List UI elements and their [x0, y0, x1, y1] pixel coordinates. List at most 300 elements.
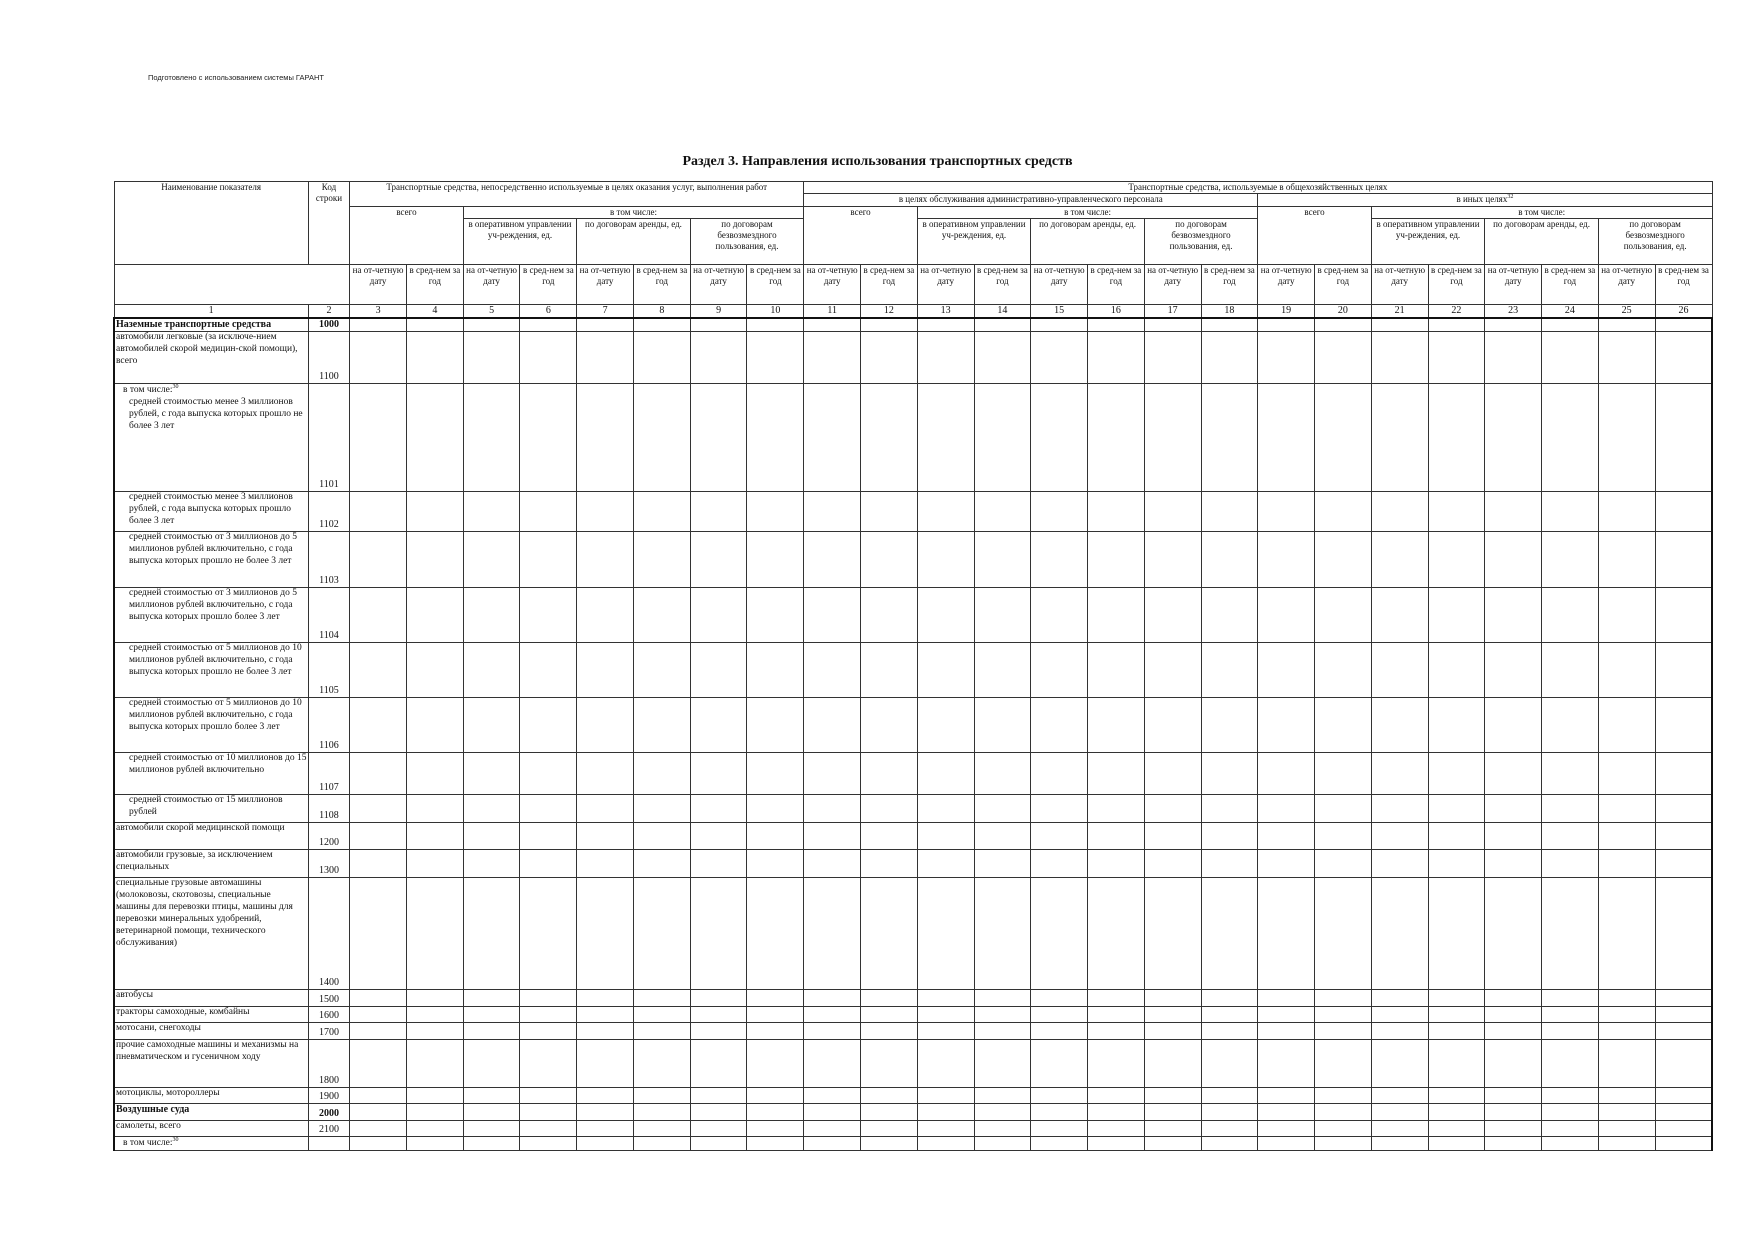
data-cell[interactable]	[917, 1104, 974, 1121]
data-cell[interactable]	[974, 990, 1031, 1007]
data-cell[interactable]	[1201, 878, 1258, 990]
data-cell[interactable]	[577, 850, 634, 878]
data-cell[interactable]	[1485, 1137, 1542, 1151]
data-cell[interactable]	[1031, 384, 1088, 492]
data-cell[interactable]	[1485, 643, 1542, 698]
data-cell[interactable]	[463, 1104, 520, 1121]
data-cell[interactable]	[747, 753, 804, 795]
data-cell[interactable]	[747, 823, 804, 850]
data-cell[interactable]	[1201, 698, 1258, 753]
data-cell[interactable]	[1428, 1104, 1485, 1121]
data-cell[interactable]	[406, 823, 463, 850]
data-cell[interactable]	[406, 643, 463, 698]
data-cell[interactable]	[577, 698, 634, 753]
data-cell[interactable]	[1258, 1023, 1315, 1040]
data-cell[interactable]	[1485, 990, 1542, 1007]
data-cell[interactable]	[1144, 318, 1201, 332]
data-cell[interactable]	[1428, 878, 1485, 990]
data-cell[interactable]	[1031, 1121, 1088, 1137]
data-cell[interactable]	[1031, 1104, 1088, 1121]
data-cell[interactable]	[463, 850, 520, 878]
data-cell[interactable]	[974, 698, 1031, 753]
data-cell[interactable]	[690, 643, 747, 698]
data-cell[interactable]	[577, 492, 634, 532]
data-cell[interactable]	[1371, 1121, 1428, 1137]
data-cell[interactable]	[1315, 878, 1372, 990]
data-cell[interactable]	[1031, 1007, 1088, 1023]
data-cell[interactable]	[1542, 850, 1599, 878]
data-cell[interactable]	[690, 1121, 747, 1137]
data-cell[interactable]	[350, 795, 407, 823]
data-cell[interactable]	[917, 1121, 974, 1137]
data-cell[interactable]	[1542, 318, 1599, 332]
data-cell[interactable]	[1201, 1104, 1258, 1121]
data-cell[interactable]	[1485, 1104, 1542, 1121]
data-cell[interactable]	[1371, 1137, 1428, 1151]
data-cell[interactable]	[1201, 318, 1258, 332]
data-cell[interactable]	[861, 532, 918, 588]
data-cell[interactable]	[804, 753, 861, 795]
data-cell[interactable]	[747, 1040, 804, 1088]
data-cell[interactable]	[1598, 990, 1655, 1007]
data-cell[interactable]	[1428, 492, 1485, 532]
data-cell[interactable]	[1315, 1121, 1372, 1137]
data-cell[interactable]	[690, 698, 747, 753]
data-cell[interactable]	[1371, 332, 1428, 384]
data-cell[interactable]	[690, 318, 747, 332]
data-cell[interactable]	[1031, 1023, 1088, 1040]
data-cell[interactable]	[1428, 850, 1485, 878]
data-cell[interactable]	[1598, 643, 1655, 698]
data-cell[interactable]	[1201, 795, 1258, 823]
data-cell[interactable]	[520, 588, 577, 643]
data-cell[interactable]	[1258, 850, 1315, 878]
data-cell[interactable]	[1542, 1007, 1599, 1023]
data-cell[interactable]	[690, 332, 747, 384]
data-cell[interactable]	[520, 878, 577, 990]
data-cell[interactable]	[577, 332, 634, 384]
data-cell[interactable]	[350, 1104, 407, 1121]
data-cell[interactable]	[1598, 332, 1655, 384]
data-cell[interactable]	[1144, 990, 1201, 1007]
data-cell[interactable]	[917, 492, 974, 532]
data-cell[interactable]	[1144, 1121, 1201, 1137]
data-cell[interactable]	[1428, 332, 1485, 384]
data-cell[interactable]	[350, 753, 407, 795]
data-cell[interactable]	[1655, 588, 1712, 643]
data-cell[interactable]	[1371, 492, 1428, 532]
data-cell[interactable]	[917, 588, 974, 643]
data-cell[interactable]	[1655, 532, 1712, 588]
data-cell[interactable]	[463, 1137, 520, 1151]
data-cell[interactable]	[1598, 318, 1655, 332]
data-cell[interactable]	[1088, 332, 1145, 384]
data-cell[interactable]	[1258, 318, 1315, 332]
data-cell[interactable]	[1485, 1040, 1542, 1088]
data-cell[interactable]	[463, 332, 520, 384]
data-cell[interactable]	[917, 643, 974, 698]
data-cell[interactable]	[1031, 878, 1088, 990]
data-cell[interactable]	[1144, 878, 1201, 990]
data-cell[interactable]	[861, 823, 918, 850]
data-cell[interactable]	[520, 1088, 577, 1104]
data-cell[interactable]	[974, 753, 1031, 795]
data-cell[interactable]	[917, 698, 974, 753]
data-cell[interactable]	[1315, 753, 1372, 795]
data-cell[interactable]	[747, 698, 804, 753]
data-cell[interactable]	[1144, 384, 1201, 492]
data-cell[interactable]	[633, 795, 690, 823]
data-cell[interactable]	[690, 1040, 747, 1088]
data-cell[interactable]	[1428, 823, 1485, 850]
data-cell[interactable]	[520, 698, 577, 753]
data-cell[interactable]	[1315, 1104, 1372, 1121]
data-cell[interactable]	[861, 698, 918, 753]
data-cell[interactable]	[1485, 823, 1542, 850]
data-cell[interactable]	[520, 1104, 577, 1121]
data-cell[interactable]	[350, 384, 407, 492]
data-cell[interactable]	[463, 588, 520, 643]
data-cell[interactable]	[1144, 753, 1201, 795]
data-cell[interactable]	[1542, 990, 1599, 1007]
data-cell[interactable]	[520, 1040, 577, 1088]
data-cell[interactable]	[633, 878, 690, 990]
data-cell[interactable]	[1655, 643, 1712, 698]
data-cell[interactable]	[1315, 384, 1372, 492]
data-cell[interactable]	[804, 1121, 861, 1137]
data-cell[interactable]	[1201, 1088, 1258, 1104]
data-cell[interactable]	[1031, 532, 1088, 588]
data-cell[interactable]	[350, 532, 407, 588]
data-cell[interactable]	[804, 1088, 861, 1104]
data-cell[interactable]	[917, 318, 974, 332]
data-cell[interactable]	[520, 1137, 577, 1151]
data-cell[interactable]	[1031, 990, 1088, 1007]
data-cell[interactable]	[747, 1104, 804, 1121]
data-cell[interactable]	[577, 1121, 634, 1137]
data-cell[interactable]	[350, 1007, 407, 1023]
data-cell[interactable]	[804, 1007, 861, 1023]
data-cell[interactable]	[1031, 332, 1088, 384]
data-cell[interactable]	[1485, 588, 1542, 643]
data-cell[interactable]	[406, 1007, 463, 1023]
data-cell[interactable]	[406, 318, 463, 332]
data-cell[interactable]	[1542, 795, 1599, 823]
data-cell[interactable]	[974, 850, 1031, 878]
data-cell[interactable]	[1485, 532, 1542, 588]
data-cell[interactable]	[520, 332, 577, 384]
data-cell[interactable]	[747, 318, 804, 332]
data-cell[interactable]	[1258, 1137, 1315, 1151]
data-cell[interactable]	[1088, 1007, 1145, 1023]
data-cell[interactable]	[1144, 1023, 1201, 1040]
data-cell[interactable]	[1144, 588, 1201, 643]
data-cell[interactable]	[1485, 332, 1542, 384]
data-cell[interactable]	[577, 1040, 634, 1088]
data-cell[interactable]	[1371, 850, 1428, 878]
data-cell[interactable]	[1088, 1088, 1145, 1104]
data-cell[interactable]	[974, 643, 1031, 698]
data-cell[interactable]	[1258, 698, 1315, 753]
data-cell[interactable]	[1144, 795, 1201, 823]
data-cell[interactable]	[1315, 823, 1372, 850]
data-cell[interactable]	[747, 1121, 804, 1137]
data-cell[interactable]	[1144, 1040, 1201, 1088]
data-cell[interactable]	[520, 532, 577, 588]
data-cell[interactable]	[1542, 532, 1599, 588]
data-cell[interactable]	[1031, 318, 1088, 332]
data-cell[interactable]	[1655, 1137, 1712, 1151]
data-cell[interactable]	[1258, 795, 1315, 823]
data-cell[interactable]	[861, 588, 918, 643]
data-cell[interactable]	[747, 332, 804, 384]
data-cell[interactable]	[406, 753, 463, 795]
data-cell[interactable]	[350, 878, 407, 990]
data-cell[interactable]	[1144, 492, 1201, 532]
data-cell[interactable]	[861, 1023, 918, 1040]
data-cell[interactable]	[463, 698, 520, 753]
data-cell[interactable]	[633, 823, 690, 850]
data-cell[interactable]	[633, 1007, 690, 1023]
data-cell[interactable]	[917, 990, 974, 1007]
data-cell[interactable]	[350, 823, 407, 850]
data-cell[interactable]	[747, 1137, 804, 1151]
data-cell[interactable]	[1485, 1023, 1542, 1040]
data-cell[interactable]	[1598, 795, 1655, 823]
data-cell[interactable]	[1088, 823, 1145, 850]
data-cell[interactable]	[917, 1137, 974, 1151]
data-cell[interactable]	[1428, 698, 1485, 753]
data-cell[interactable]	[1315, 332, 1372, 384]
data-cell[interactable]	[974, 492, 1031, 532]
data-cell[interactable]	[406, 795, 463, 823]
data-cell[interactable]	[1371, 1040, 1428, 1088]
data-cell[interactable]	[1598, 850, 1655, 878]
data-cell[interactable]	[1088, 1137, 1145, 1151]
data-cell[interactable]	[1428, 318, 1485, 332]
data-cell[interactable]	[974, 1007, 1031, 1023]
data-cell[interactable]	[633, 332, 690, 384]
data-cell[interactable]	[1031, 850, 1088, 878]
data-cell[interactable]	[804, 823, 861, 850]
data-cell[interactable]	[1542, 823, 1599, 850]
data-cell[interactable]	[1371, 1023, 1428, 1040]
data-cell[interactable]	[1201, 588, 1258, 643]
data-cell[interactable]	[861, 990, 918, 1007]
data-cell[interactable]	[1542, 1040, 1599, 1088]
data-cell[interactable]	[577, 1104, 634, 1121]
data-cell[interactable]	[690, 878, 747, 990]
data-cell[interactable]	[1485, 1007, 1542, 1023]
data-cell[interactable]	[1485, 878, 1542, 990]
data-cell[interactable]	[1371, 698, 1428, 753]
data-cell[interactable]	[463, 1007, 520, 1023]
data-cell[interactable]	[577, 990, 634, 1007]
data-cell[interactable]	[1031, 698, 1088, 753]
data-cell[interactable]	[1258, 643, 1315, 698]
data-cell[interactable]	[350, 1121, 407, 1137]
data-cell[interactable]	[747, 1088, 804, 1104]
data-cell[interactable]	[1315, 795, 1372, 823]
data-cell[interactable]	[1201, 823, 1258, 850]
data-cell[interactable]	[861, 332, 918, 384]
data-cell[interactable]	[974, 532, 1031, 588]
data-cell[interactable]	[1088, 643, 1145, 698]
data-cell[interactable]	[1201, 384, 1258, 492]
data-cell[interactable]	[804, 698, 861, 753]
data-cell[interactable]	[1031, 643, 1088, 698]
data-cell[interactable]	[350, 332, 407, 384]
data-cell[interactable]	[1655, 1007, 1712, 1023]
data-cell[interactable]	[1088, 384, 1145, 492]
data-cell[interactable]	[1088, 1040, 1145, 1088]
data-cell[interactable]	[690, 492, 747, 532]
data-cell[interactable]	[1655, 795, 1712, 823]
data-cell[interactable]	[463, 1040, 520, 1088]
data-cell[interactable]	[1655, 1040, 1712, 1088]
data-cell[interactable]	[747, 878, 804, 990]
data-cell[interactable]	[1371, 318, 1428, 332]
data-cell[interactable]	[350, 1023, 407, 1040]
data-cell[interactable]	[633, 1121, 690, 1137]
data-cell[interactable]	[463, 878, 520, 990]
data-cell[interactable]	[804, 1023, 861, 1040]
data-cell[interactable]	[917, 795, 974, 823]
data-cell[interactable]	[406, 990, 463, 1007]
data-cell[interactable]	[350, 492, 407, 532]
data-cell[interactable]	[1258, 384, 1315, 492]
data-cell[interactable]	[747, 850, 804, 878]
data-cell[interactable]	[1201, 332, 1258, 384]
data-cell[interactable]	[917, 850, 974, 878]
data-cell[interactable]	[1598, 1121, 1655, 1137]
data-cell[interactable]	[690, 1104, 747, 1121]
data-cell[interactable]	[861, 1007, 918, 1023]
data-cell[interactable]	[1258, 588, 1315, 643]
data-cell[interactable]	[1258, 990, 1315, 1007]
data-cell[interactable]	[1258, 753, 1315, 795]
data-cell[interactable]	[1371, 1104, 1428, 1121]
data-cell[interactable]	[406, 332, 463, 384]
data-cell[interactable]	[1144, 698, 1201, 753]
data-cell[interactable]	[633, 492, 690, 532]
data-cell[interactable]	[520, 384, 577, 492]
data-cell[interactable]	[1655, 823, 1712, 850]
data-cell[interactable]	[406, 1040, 463, 1088]
data-cell[interactable]	[804, 588, 861, 643]
data-cell[interactable]	[1485, 850, 1542, 878]
data-cell[interactable]	[633, 384, 690, 492]
data-cell[interactable]	[350, 1040, 407, 1088]
data-cell[interactable]	[520, 850, 577, 878]
data-cell[interactable]	[1542, 384, 1599, 492]
data-cell[interactable]	[1088, 318, 1145, 332]
data-cell[interactable]	[974, 1104, 1031, 1121]
data-cell[interactable]	[747, 384, 804, 492]
data-cell[interactable]	[917, 753, 974, 795]
data-cell[interactable]	[690, 753, 747, 795]
data-cell[interactable]	[861, 1040, 918, 1088]
data-cell[interactable]	[804, 532, 861, 588]
data-cell[interactable]	[1088, 795, 1145, 823]
data-cell[interactable]	[633, 1023, 690, 1040]
data-cell[interactable]	[577, 588, 634, 643]
data-cell[interactable]	[1258, 1007, 1315, 1023]
data-cell[interactable]	[1144, 1007, 1201, 1023]
data-cell[interactable]	[1031, 795, 1088, 823]
data-cell[interactable]	[1315, 643, 1372, 698]
data-cell[interactable]	[633, 990, 690, 1007]
data-cell[interactable]	[633, 1104, 690, 1121]
data-cell[interactable]	[1088, 753, 1145, 795]
data-cell[interactable]	[1144, 823, 1201, 850]
data-cell[interactable]	[1598, 532, 1655, 588]
data-cell[interactable]	[1031, 823, 1088, 850]
data-cell[interactable]	[463, 1023, 520, 1040]
data-cell[interactable]	[747, 795, 804, 823]
data-cell[interactable]	[577, 318, 634, 332]
data-cell[interactable]	[1485, 753, 1542, 795]
data-cell[interactable]	[747, 990, 804, 1007]
data-cell[interactable]	[1598, 1007, 1655, 1023]
data-cell[interactable]	[690, 384, 747, 492]
data-cell[interactable]	[577, 1023, 634, 1040]
data-cell[interactable]	[1542, 698, 1599, 753]
data-cell[interactable]	[690, 532, 747, 588]
data-cell[interactable]	[1655, 332, 1712, 384]
data-cell[interactable]	[1258, 1104, 1315, 1121]
data-cell[interactable]	[1371, 990, 1428, 1007]
data-cell[interactable]	[406, 588, 463, 643]
data-cell[interactable]	[1144, 532, 1201, 588]
data-cell[interactable]	[1598, 1137, 1655, 1151]
data-cell[interactable]	[1485, 698, 1542, 753]
data-cell[interactable]	[1428, 1040, 1485, 1088]
data-cell[interactable]	[1655, 753, 1712, 795]
data-cell[interactable]	[1371, 795, 1428, 823]
data-cell[interactable]	[917, 1023, 974, 1040]
data-cell[interactable]	[1144, 1104, 1201, 1121]
data-cell[interactable]	[350, 698, 407, 753]
data-cell[interactable]	[1144, 332, 1201, 384]
data-cell[interactable]	[1315, 698, 1372, 753]
data-cell[interactable]	[974, 588, 1031, 643]
data-cell[interactable]	[1655, 850, 1712, 878]
data-cell[interactable]	[633, 698, 690, 753]
data-cell[interactable]	[690, 1023, 747, 1040]
data-cell[interactable]	[406, 698, 463, 753]
data-cell[interactable]	[1371, 384, 1428, 492]
data-cell[interactable]	[1428, 1121, 1485, 1137]
data-cell[interactable]	[1144, 1088, 1201, 1104]
data-cell[interactable]	[1428, 753, 1485, 795]
data-cell[interactable]	[577, 532, 634, 588]
data-cell[interactable]	[917, 1088, 974, 1104]
data-cell[interactable]	[861, 1104, 918, 1121]
data-cell[interactable]	[1258, 1040, 1315, 1088]
data-cell[interactable]	[804, 878, 861, 990]
data-cell[interactable]	[520, 1121, 577, 1137]
data-cell[interactable]	[350, 1137, 407, 1151]
data-cell[interactable]	[1258, 1121, 1315, 1137]
data-cell[interactable]	[1655, 1088, 1712, 1104]
data-cell[interactable]	[1315, 532, 1372, 588]
data-cell[interactable]	[1428, 1137, 1485, 1151]
data-cell[interactable]	[1598, 698, 1655, 753]
data-cell[interactable]	[520, 318, 577, 332]
data-cell[interactable]	[1258, 532, 1315, 588]
data-cell[interactable]	[1315, 492, 1372, 532]
